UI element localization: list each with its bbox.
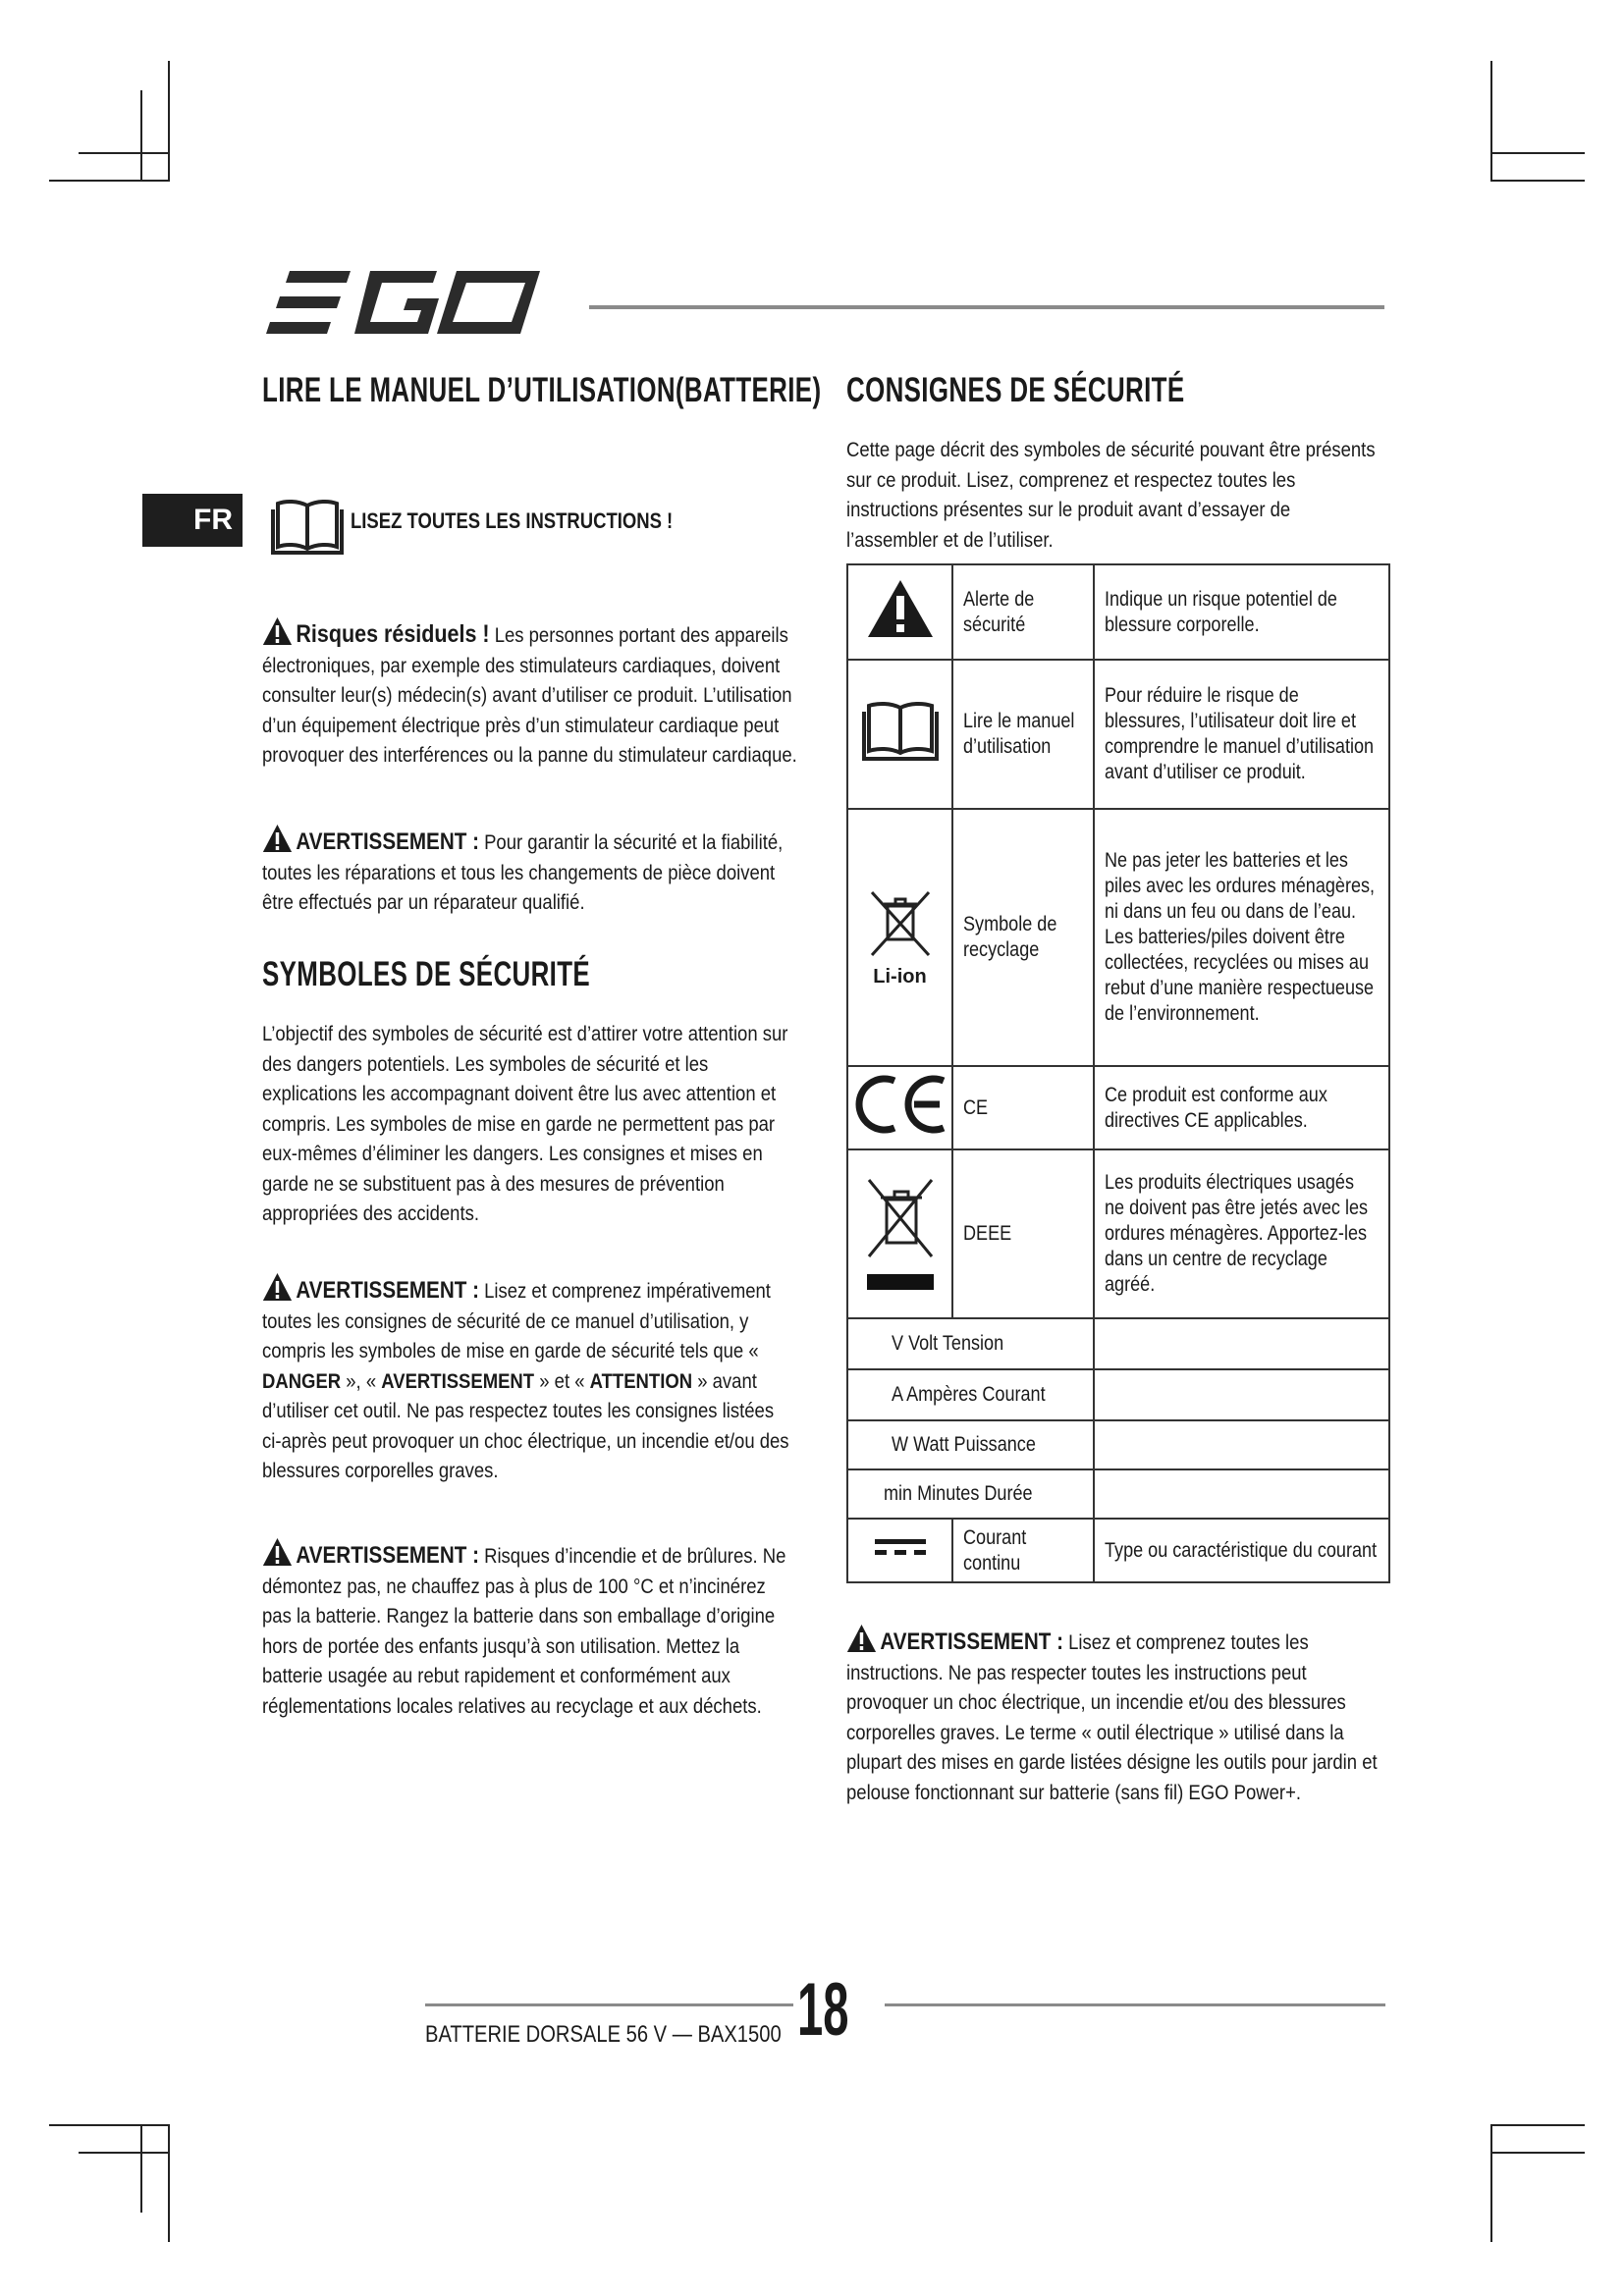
symbol-description bbox=[1094, 1369, 1389, 1420]
warning-repairs-paragraph: AVERTISSEMENT : Pour garantir la sécurité et la fiabilité, toutes les réparations et tous les changements de pièce doivent être effectués par un réparateur qualifié. bbox=[262, 824, 797, 918]
symbol-name: Lire le manuel d’utilisation bbox=[952, 660, 1094, 809]
crop-mark bbox=[49, 180, 169, 182]
symbol-merged-cell: W Watt Puissance bbox=[847, 1420, 1094, 1469]
table-row bbox=[847, 809, 1389, 1066]
symbol-name: Symbole de recyclage bbox=[952, 809, 1094, 1066]
symbol-cell bbox=[847, 1519, 952, 1582]
table-row bbox=[847, 1469, 1389, 1519]
symbol-description: Ne pas jeter les batteries et les piles avec les ordures ménagères, ni dans un feu ou dans de l’eau. Les batteries/piles doivent être collectées, recyclées ou mises au rebut d’une manière respectueuse de l’environnement. bbox=[1094, 809, 1389, 1066]
warning-icon bbox=[262, 616, 293, 646]
table-row bbox=[847, 1149, 1389, 1318]
warning-read-all-paragraph: AVERTISSEMENT : Lisez et comprenez impérativement toutes les consignes de sécurité de ce manuel d’utilisation, y compris les symboles de mise en garde de sécurité tels que « DANGER », « AVERTISSEMENT » et « ATTENTION » avant d’utiliser cet outil. Ne pas respectez toutes les consignes listées ci-après peut provoquer un choc électrique, un incendie et/ou des blessures corporelles graves. bbox=[262, 1272, 797, 1486]
book-icon bbox=[861, 700, 940, 763]
symbol-name: CE bbox=[952, 1066, 1094, 1149]
heading-safety-symbols: SYMBOLES DE SÉCURITÉ bbox=[262, 955, 591, 993]
weee-bin-icon bbox=[861, 1170, 940, 1292]
crop-mark bbox=[79, 2152, 170, 2154]
symbols-table bbox=[846, 563, 1390, 1583]
book-icon bbox=[270, 498, 345, 557]
symbol-merged-cell: V Volt Tension bbox=[847, 1318, 1094, 1369]
table-row bbox=[847, 564, 1389, 660]
crop-mark bbox=[49, 2124, 169, 2126]
table-row bbox=[847, 1369, 1389, 1420]
read-all-instructions: LISEZ TOUTES LES INSTRUCTIONS ! bbox=[351, 508, 674, 533]
table-row bbox=[847, 1519, 1389, 1582]
residual-risks-paragraph: Risques résiduels ! Les personnes portant des appareils électroniques, par exemple des stimulateurs cardiaques, doivent consulter leur(s) médecin(s) avant d’utiliser ce produit. L’utilisation d’un équipement électrique près d’un stimulateur cardiaque peut provoquer des interférences ou la panne du stimulateur cardiaque. bbox=[262, 616, 797, 771]
warning-icon bbox=[846, 1624, 877, 1653]
symbol-merged-cell: min Minutes Durée bbox=[847, 1469, 1094, 1519]
symbol-description: Indique un risque potentiel de blessure corporelle. bbox=[1094, 564, 1389, 660]
symbol-description bbox=[1094, 1318, 1389, 1369]
crop-mark bbox=[1490, 2152, 1585, 2154]
symbol-description: Type ou caractéristique du courant bbox=[1094, 1519, 1389, 1582]
header-rule bbox=[589, 305, 1384, 309]
warning-icon bbox=[262, 824, 293, 853]
heading-read-manual: LIRE LE MANUEL D’UTILISATION(BATTERIE) bbox=[262, 371, 822, 409]
table-row bbox=[847, 660, 1389, 809]
page-number: 18 bbox=[793, 1971, 885, 2050]
crop-mark bbox=[168, 2124, 170, 2242]
symbol-cell bbox=[847, 1149, 952, 1318]
right-warning-paragraph: AVERTISSEMENT : Lisez et comprenez toutes les instructions. Ne pas respecter toutes les instructions peut provoquer un choc électrique, un incendie et/ou des blessures corporelles graves. Le terme « outil électrique » utilisé dans la plupart des mises en garde listées désigne les outils pour jardin et pelouse fonctionnant sur batterie (sans fil) EGO Power+. bbox=[846, 1624, 1381, 1807]
direct-current-icon bbox=[873, 1535, 928, 1559]
warning-fire-paragraph: AVERTISSEMENT : Risques d’incendie et de brûlures. Ne démontez pas, ne chauffez pas à plus de 100 °C et n’incinérez pas la batterie. Rangez la batterie dans son emballage d’origine hors de portée des enfants jusqu’à son utilisation. Mettez la batterie usagée au rebut rapidement et conformément aux réglementations locales relatives au recyclage et aux déchets. bbox=[262, 1537, 797, 1721]
symbol-cell bbox=[847, 660, 952, 809]
symbol-name: Alerte de sécurité bbox=[952, 564, 1094, 660]
symbol-description: Pour réduire le risque de blessures, l’utilisateur doit lire et comprendre le manuel d’utilisation avant d’utiliser ce produit. bbox=[1094, 660, 1389, 809]
warning-triangle-icon bbox=[866, 578, 935, 639]
li-ion-label: Li-ion bbox=[873, 965, 927, 988]
crop-mark bbox=[1490, 152, 1585, 154]
crop-mark bbox=[79, 152, 170, 154]
crop-mark bbox=[1490, 180, 1585, 182]
crossed-bin-icon bbox=[866, 888, 935, 959]
symbol-cell bbox=[847, 1066, 952, 1149]
symbol-description: Ce produit est conforme aux directives CE applicables. bbox=[1094, 1066, 1389, 1149]
crop-mark bbox=[168, 61, 170, 182]
crop-mark bbox=[1490, 61, 1492, 182]
symbol-description: Les produits électriques usagés ne doivent pas être jetés avec les ordures ménagères. Apportez-les dans un centre de recyclage agréé. bbox=[1094, 1149, 1389, 1318]
symbol-merged-cell: A Ampères Courant bbox=[847, 1369, 1094, 1420]
crop-mark bbox=[1490, 2124, 1492, 2242]
crop-mark bbox=[1490, 2124, 1585, 2126]
table-row bbox=[847, 1066, 1389, 1149]
symbol-name: Courant continu bbox=[952, 1519, 1094, 1582]
language-tab: FR bbox=[142, 494, 243, 547]
heading-safety-instructions: CONSIGNES DE SÉCURITÉ bbox=[846, 371, 1185, 409]
crop-mark bbox=[140, 2124, 142, 2213]
symbols-intro-paragraph: L’objectif des symboles de sécurité est d’attirer votre attention sur des dangers potentiels. Les symboles de sécurité et les explications les accompagnant doivent être lus avec attention et compris. Les symboles de mise en garde ne permettent pas par eux-mêmes d’éliminer les dangers. Les consignes et mises en garde ne se substituent pas à des mesures de prévention appropriées des accidents. bbox=[262, 1022, 788, 1225]
warning-icon bbox=[262, 1272, 293, 1302]
symbol-description bbox=[1094, 1420, 1389, 1469]
crop-mark bbox=[140, 90, 142, 182]
ce-mark-icon bbox=[851, 1073, 949, 1136]
right-intro-paragraph: Cette page décrit des symboles de sécurité pouvant être présents sur ce produit. Lisez, comprenez et respectez toutes les instructions présentes sur le produit avant d’essayer de l’assembler et de l’utiliser. bbox=[846, 438, 1376, 552]
ego-logo bbox=[260, 267, 565, 338]
table-row bbox=[847, 1420, 1389, 1469]
symbol-cell bbox=[847, 809, 952, 1066]
symbol-name: DEEE bbox=[952, 1149, 1094, 1318]
warning-icon bbox=[262, 1537, 293, 1567]
symbol-cell bbox=[847, 564, 952, 660]
footer-rule bbox=[425, 2003, 1385, 2006]
symbol-description bbox=[1094, 1469, 1389, 1519]
table-row bbox=[847, 1318, 1389, 1369]
footer-product-name: BATTERIE DORSALE 56 V — BAX1500 bbox=[425, 2021, 849, 2049]
